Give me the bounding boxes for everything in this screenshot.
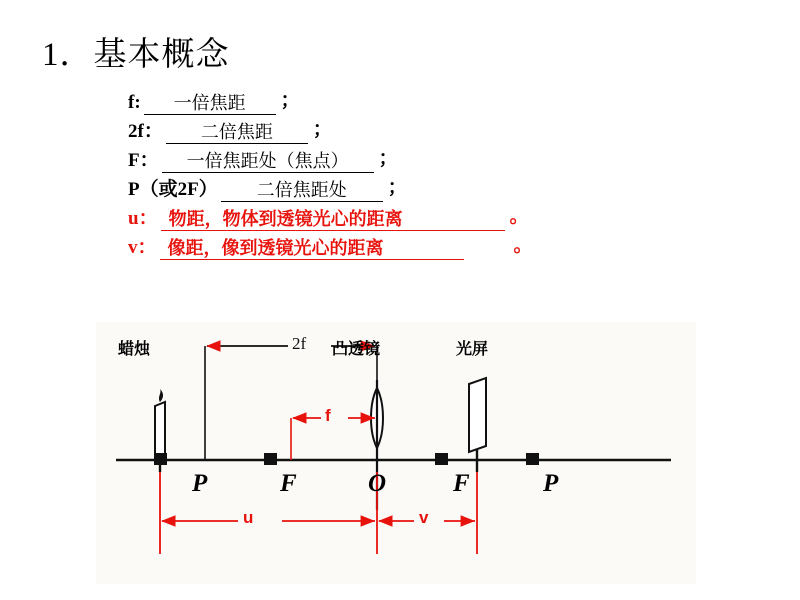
axis-point-O: O [368, 470, 387, 497]
definition-list [128, 86, 748, 260]
axis-point-F-right: F [453, 470, 470, 497]
definition-value-2f: 二倍焦距 [166, 123, 308, 144]
diagram-svg [96, 322, 696, 584]
definition-terminator-F: ； [378, 148, 398, 169]
definition-terminator-2f: ； [312, 119, 332, 140]
page-title-number: 1． [42, 37, 94, 73]
definition-row-f [128, 86, 748, 115]
definition-label-u: u： [128, 208, 158, 229]
bench-marker-4 [526, 453, 539, 465]
definition-row-2f [128, 115, 748, 144]
axis-point-P-right: P [543, 470, 559, 497]
screen-icon [469, 378, 486, 472]
f-measure [291, 418, 375, 460]
definition-row-P [128, 173, 748, 202]
definition-terminator-P: ； [387, 177, 407, 198]
label-f: f [325, 406, 331, 425]
optics-bench-diagram [96, 322, 696, 584]
label-two-f: 2f [292, 334, 307, 353]
page-title-text: 基本概念 [93, 37, 230, 73]
definition-terminator-u: 。 [509, 206, 529, 227]
axis-point-F-left: F [280, 470, 297, 497]
label-candle: 蜡烛 [118, 341, 151, 358]
label-convex-lens: 凸透镜 [332, 341, 381, 358]
definition-terminator-f: ； [280, 90, 300, 111]
definition-label-f: f: [128, 92, 141, 113]
definition-row-u [128, 202, 748, 231]
definition-label-P: P（或2F） [128, 179, 218, 200]
definition-value-u: 物距，物体到透镜光心的距离 [161, 210, 505, 231]
definition-value-f: 一倍焦距 [144, 94, 276, 115]
definition-value-F: 一倍焦距处（焦点） [162, 152, 374, 173]
definition-row-v [128, 231, 748, 260]
definition-label-2f: 2f： [128, 121, 163, 142]
definition-value-v: 像距，像到透镜光心的距离 [160, 239, 464, 260]
label-u: u [243, 508, 254, 527]
label-screen: 光屏 [456, 341, 489, 358]
label-v: v [419, 508, 429, 527]
definition-label-F: F： [128, 150, 159, 171]
bench-marker-2 [264, 453, 277, 465]
definition-label-v: v： [128, 237, 157, 258]
axis-point-P-left: P [192, 470, 208, 497]
definition-value-P: 二倍焦距处 [221, 181, 383, 202]
definition-row-F [128, 144, 748, 173]
definition-terminator-v: 。 [513, 235, 533, 256]
bench-marker-3 [435, 453, 448, 465]
page-title [42, 28, 230, 75]
